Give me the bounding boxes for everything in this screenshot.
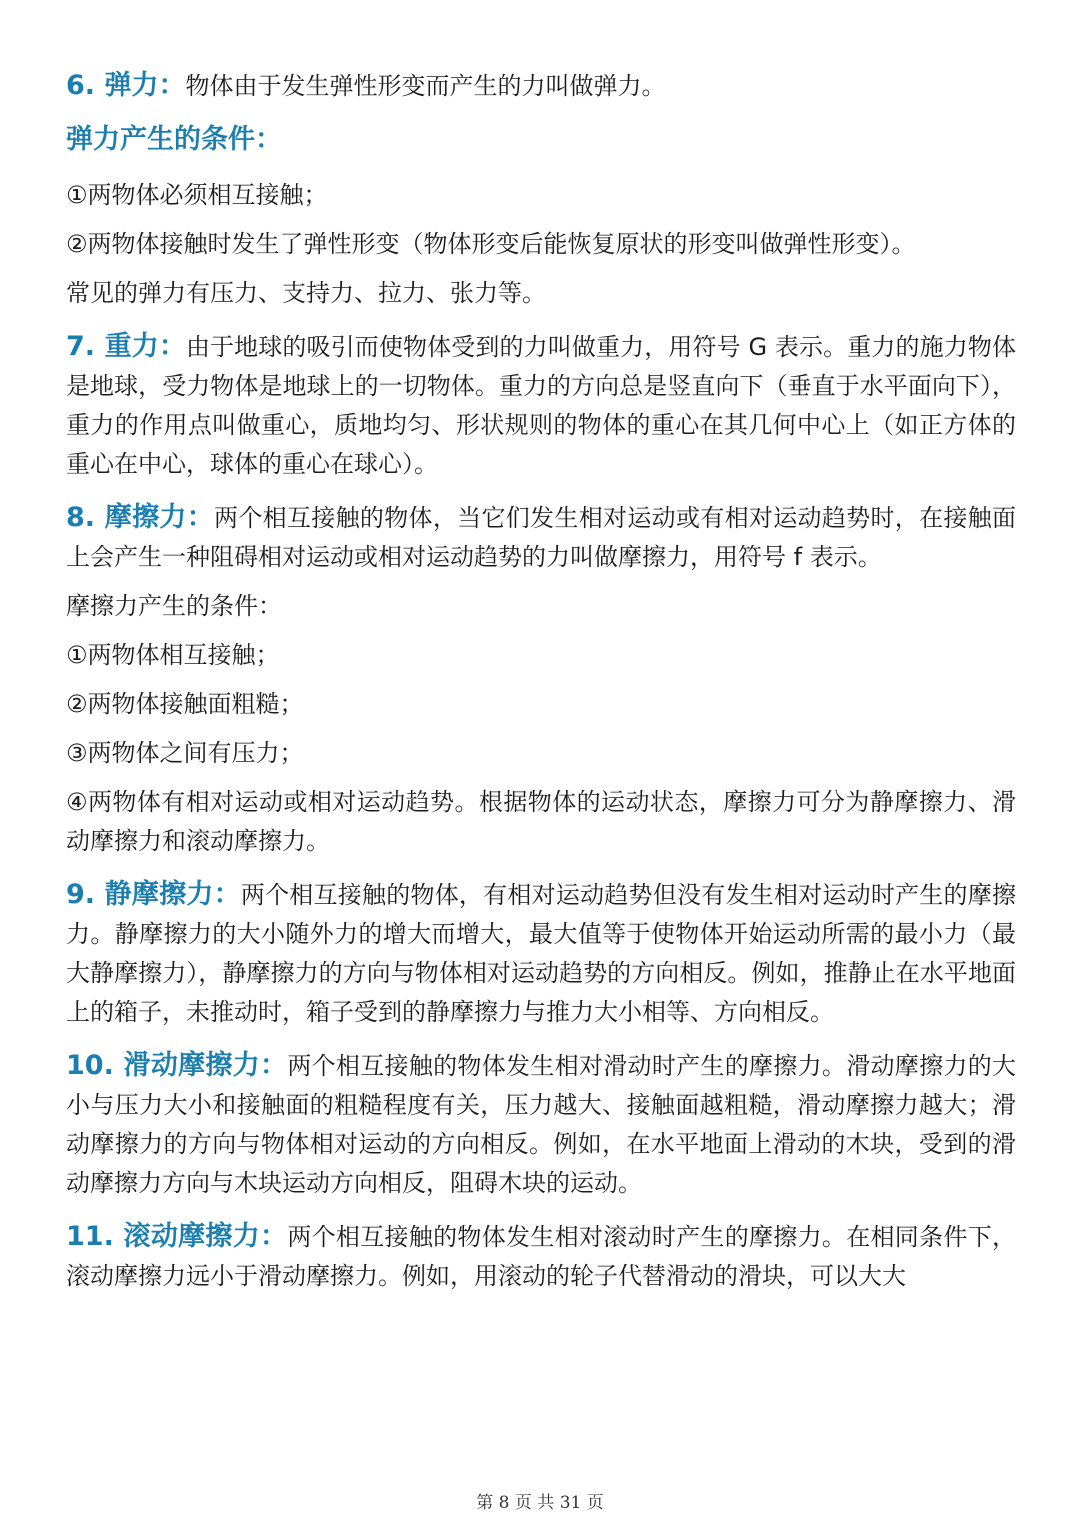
friction-condition-3: ③两物体之间有压力； bbox=[66, 739, 304, 767]
section-8-heading: 8. 摩擦力： bbox=[66, 502, 215, 533]
friction-conditions-heading: 摩擦力产生的条件： bbox=[66, 592, 282, 620]
page-number-footer: 第 8 页 共 31 页 bbox=[476, 1493, 604, 1513]
section-6-heading: 6. 弹力： bbox=[66, 70, 186, 101]
section-10-heading: 10. 滑动摩擦力： bbox=[66, 1050, 288, 1081]
section-10 bbox=[66, 1046, 1016, 1203]
section-11 bbox=[66, 1217, 1016, 1296]
section-8 bbox=[66, 498, 1016, 577]
section-9-heading: 9. 静摩擦力： bbox=[66, 879, 241, 910]
section-9-text: 两个相互接触的物体，有相对运动趋势但没有发生相对运动时产生的摩擦力。静摩擦力的大小随外力的增大而增大，最大值等于使物体开始运动所需的最小力（最大静摩擦力），静摩擦力的方向与物体相对运动趋势的方向相反。例如，推静止在水平地面上的箱子，未推动时，箱子受到的静摩擦力与推力大小相等、方向相反。 bbox=[66, 881, 1017, 1026]
section-8-text: 两个相互接触的物体，当它们发生相对运动或有相对运动趋势时，在接触面上会产生一种阻碍相对运动或相对运动趋势的力叫做摩擦力，用符号 f 表示。 bbox=[66, 504, 1016, 571]
friction-condition-2: ②两物体接触面粗糙； bbox=[66, 690, 304, 718]
section-11-heading: 11. 滚动摩擦力： bbox=[66, 1221, 288, 1252]
section-10-text: 两个相互接触的物体发生相对滑动时产生的摩擦力。滑动摩擦力的大小与压力大小和接触面的粗糙程度有关，压力越大、接触面越粗糙，滑动摩擦力越大；滑动摩擦力的方向与物体相对运动的方向相反。例如，在水平地面上滑动的木块，受到的滑动摩擦力方向与木块运动方向相反，阻碍木块的运动。 bbox=[66, 1052, 1016, 1197]
elastic-conditions-heading: 弹力产生的条件： bbox=[66, 124, 282, 155]
elastic-condition-1: ①两物体必须相互接触； bbox=[66, 181, 328, 209]
section-11-text: 两个相互接触的物体发生相对滚动时产生的摩擦力。在相同条件下，滚动摩擦力远小于滑动摩擦力。例如，用滚动的轮子代替滑动的滑块，可以大大 bbox=[66, 1223, 1016, 1290]
friction-condition-4: ④两物体有相对运动或相对运动趋势。根据物体的运动状态，摩擦力可分为静摩擦力、滑动摩擦力和滚动摩擦力。 bbox=[66, 788, 1016, 855]
document-page bbox=[66, 66, 1016, 1306]
friction-condition-1: ①两物体相互接触； bbox=[66, 641, 280, 669]
section-7-heading: 7. 重力： bbox=[66, 331, 186, 362]
section-6-text: 物体由于发生弹性形变而产生的力叫做弹力。 bbox=[185, 72, 666, 100]
section-7-text: 由于地球的吸引而使物体受到的力叫做重力，用符号 G 表示。重力的施力物体是地球，受力物体是地球上的一切物体。重力的方向总是竖直向下（垂直于水平面向下），重力的作用点叫做重心，质地均匀、形状规则的物体的重心在其几何中心上（如正方体的重心在中心，球体的重心在球心）。 bbox=[66, 333, 1016, 478]
section-7 bbox=[66, 327, 1016, 484]
elastic-condition-2: ②两物体接触时发生了弹性形变（物体形变后能恢复原状的形变叫做弹性形变）。 bbox=[66, 230, 916, 258]
section-9 bbox=[66, 875, 1016, 1032]
elastic-common: 常见的弹力有压力、支持力、拉力、张力等。 bbox=[66, 279, 546, 307]
section-6 bbox=[66, 66, 1016, 106]
